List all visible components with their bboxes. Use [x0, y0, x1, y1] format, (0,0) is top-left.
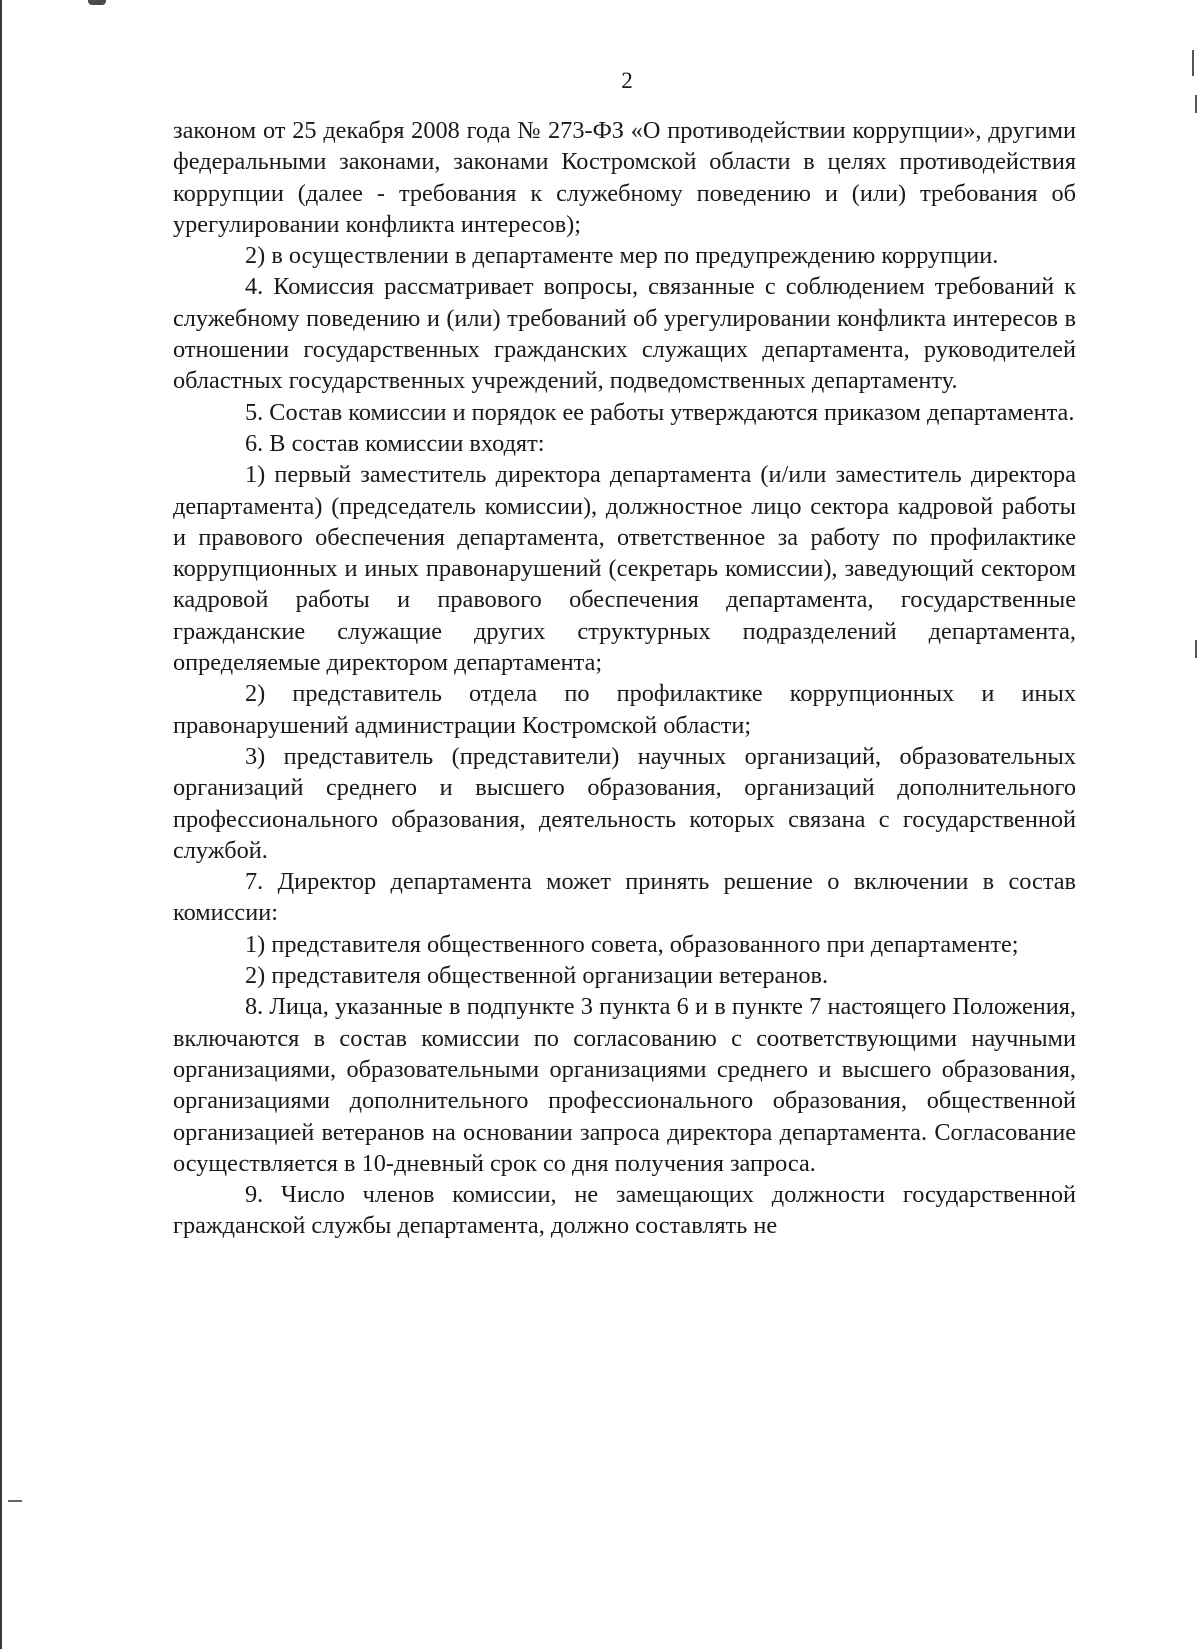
paragraph: 2) в осуществлении в департаменте мер по предупреждению коррупции.	[245, 242, 999, 270]
scan-mark-top	[88, 0, 106, 5]
paragraph: 2) представитель отдела по профилактике коррупционных и иных правонарушений администрации Костромской области;	[173, 680, 1076, 739]
paragraph: 1) первый заместитель директора департамента (и/или заместитель директора департамента) (председатель комиссии), должностное лицо сектора кадровой работы и правового обеспечения департамента, ответственное за работу по профилактике коррупционных и иных правонарушений (секретарь комиссии), заведующий сектором кадровой работы и правового обеспечения департамента, государственные гражданские служащие других структурных подразделений департамента, определяемые директором департамента;	[173, 461, 1076, 677]
paragraph: 9. Число членов комиссии, не замещающих должности государственной гражданской службы департамента, должно составлять не	[173, 1181, 1076, 1240]
scan-mark-right	[1195, 95, 1197, 113]
scan-mark-left	[8, 1500, 22, 1502]
paragraph: 7. Директор департамента может принять решение о включении в состав комиссии:	[173, 868, 1076, 927]
scan-mark-right	[1195, 640, 1197, 658]
paragraph: 1) представителя общественного совета, образованного при департаменте;	[245, 930, 1019, 958]
paragraph: 6. В состав комиссии входят:	[245, 429, 545, 457]
paragraph: 4. Комиссия рассматривает вопросы, связанные с соблюдением требований к служебному поведению и (или) требований об урегулировании конфликта интересов в отношении государственных гражданских служащих департамента, руководителей областных государственных учреждений, подведомственных департаменту.	[173, 273, 1076, 395]
document-body	[173, 115, 1076, 1242]
paragraph: 3) представитель (представители) научных организаций, образовательных организаций среднего и высшего образования, организаций дополнительного профессионального образования, деятельность которых связана с государственной службой.	[173, 742, 1076, 864]
paragraph: 2) представителя общественной организации ветеранов.	[245, 962, 829, 990]
scan-edge-left	[0, 0, 2, 1649]
page-number: 2	[621, 68, 633, 93]
paragraph: 8. Лица, указанные в подпункте 3 пункта 6 и в пункте 7 настоящего Положения, включаются в состав комиссии по согласованию с соответствующими научными организациями, образовательными организациями среднего и высшего образования, организациями дополнительного профессионального образования, общественной организацией ветеранов на основании запроса директора департамента. Согласование осуществляется в 10-дневный срок со дня получения запроса.	[173, 993, 1076, 1177]
paragraph: законом от 25 декабря 2008 года № 273-ФЗ «О противодействии коррупции», другими федеральными законами, законами Костромской области в целях противодействия коррупции (далее - требования к служебному поведению и (или) требования об урегулировании конфликта интересов);	[173, 117, 1076, 238]
paragraph: 5. Состав комиссии и порядок ее работы утверждаются приказом департамента.	[245, 398, 1075, 426]
